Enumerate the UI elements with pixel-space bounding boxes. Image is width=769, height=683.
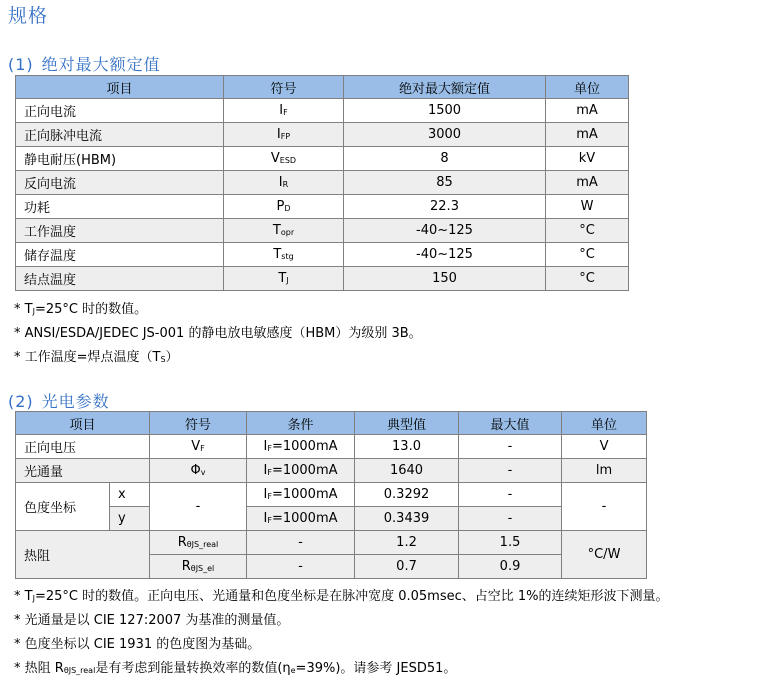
row-unit: lm xyxy=(562,459,647,483)
row-symbol: IF xyxy=(224,99,344,123)
row-symbol: RθJS_el xyxy=(150,555,247,579)
row-item: 正向电流 xyxy=(16,99,224,123)
row-value: -40~125 xyxy=(344,243,546,267)
row-max: 1.5 xyxy=(459,531,562,555)
row-typical: 1.2 xyxy=(355,531,459,555)
header-item: 项目 xyxy=(16,412,150,435)
row-condition: IF=1000mA xyxy=(247,483,355,507)
row-value: -40~125 xyxy=(344,219,546,243)
row-unit: mA xyxy=(546,171,629,195)
table-row xyxy=(16,243,629,267)
header-condition: 条件 xyxy=(247,412,355,435)
row-symbol: Topr xyxy=(224,219,344,243)
row-subitem-y: y xyxy=(110,507,150,531)
table-row xyxy=(16,267,629,291)
header-unit: 单位 xyxy=(546,76,629,99)
page-title: 规格 xyxy=(8,5,49,27)
table-row xyxy=(16,195,629,219)
row-item: 结点温度 xyxy=(16,267,224,291)
section-2-title-text: 光电参数 xyxy=(41,392,110,411)
section-1-note: * 工作温度=焊点温度（TS） xyxy=(14,350,179,365)
row-unit: mA xyxy=(546,123,629,147)
row-item: 静电耐压(HBM) xyxy=(16,147,224,171)
table-row xyxy=(16,435,647,459)
table-row xyxy=(16,531,647,555)
section-1-note: * ANSI/ESDA/JEDEC JS-001 的静电放电敏感度（HBM）为级别 3B。 xyxy=(14,326,422,341)
table-row xyxy=(16,483,647,507)
row-max: 0.9 xyxy=(459,555,562,579)
row-value: 150 xyxy=(344,267,546,291)
header-typical: 典型值 xyxy=(355,412,459,435)
row-condition: - xyxy=(247,555,355,579)
eo-header-row xyxy=(16,412,647,435)
section-2-number: (2) xyxy=(8,392,34,411)
abs-max-header-row xyxy=(16,76,629,99)
row-symbol: - xyxy=(150,483,247,531)
row-symbol: VF xyxy=(150,435,247,459)
row-max: - xyxy=(459,507,562,531)
header-abs-max: 绝对最大额定值 xyxy=(344,76,546,99)
row-item: 光通量 xyxy=(16,459,150,483)
section-1-title-text: 绝对最大额定值 xyxy=(41,55,161,74)
row-value: 3000 xyxy=(344,123,546,147)
row-symbol: RθJS_real xyxy=(150,531,247,555)
row-condition: IF=1000mA xyxy=(247,435,355,459)
row-symbol: PD xyxy=(224,195,344,219)
row-typical: 1640 xyxy=(355,459,459,483)
row-unit: °C xyxy=(546,243,629,267)
row-typical: 0.3439 xyxy=(355,507,459,531)
row-unit: kV xyxy=(546,147,629,171)
row-typical: 0.7 xyxy=(355,555,459,579)
section-1-title xyxy=(8,52,161,75)
row-item: 工作温度 xyxy=(16,219,224,243)
section-2-note: * 色度坐标以 CIE 1931 的色度图为基础。 xyxy=(14,637,261,652)
row-item: 正向电压 xyxy=(16,435,150,459)
header-symbol: 符号 xyxy=(150,412,247,435)
row-symbol: TJ xyxy=(224,267,344,291)
section-2-note: * TJ=25°C 时的数值。正向电压、光通量和色度坐标是在脉冲宽度 0.05msec、占空比 1%的连续矩形波下测量。 xyxy=(14,589,669,604)
row-symbol: Tstg xyxy=(224,243,344,267)
row-item: 色度坐标 xyxy=(16,483,110,531)
row-max: - xyxy=(459,483,562,507)
row-typical: 0.3292 xyxy=(355,483,459,507)
section-2-title xyxy=(8,389,110,412)
abs-max-table xyxy=(15,75,629,291)
row-value: 1500 xyxy=(344,99,546,123)
row-unit: - xyxy=(562,483,647,531)
row-condition: IF=1000mA xyxy=(247,459,355,483)
row-item: 热阻 xyxy=(16,531,150,579)
row-item: 功耗 xyxy=(16,195,224,219)
table-row xyxy=(16,171,629,195)
row-value: 8 xyxy=(344,147,546,171)
row-symbol: IFP xyxy=(224,123,344,147)
row-max: - xyxy=(459,459,562,483)
row-subitem-x: x xyxy=(110,483,150,507)
section-1-note: * TJ=25°C 时的数值。 xyxy=(14,302,148,317)
electro-optical-table xyxy=(15,411,647,579)
table-row xyxy=(16,219,629,243)
section-2-note: * 光通量是以 CIE 127:2007 为基准的测量值。 xyxy=(14,613,290,628)
header-unit: 单位 xyxy=(562,412,647,435)
row-symbol: IR xyxy=(224,171,344,195)
row-symbol: VESD xyxy=(224,147,344,171)
row-item: 反向电流 xyxy=(16,171,224,195)
table-row xyxy=(16,123,629,147)
row-condition: IF=1000mA xyxy=(247,507,355,531)
header-symbol: 符号 xyxy=(224,76,344,99)
section-2-note: * 热阻 RθJS_real是有考虑到能量转换效率的数值(ηe=39%)。请参考 JESD51。 xyxy=(14,661,457,676)
row-condition: - xyxy=(247,531,355,555)
table-row xyxy=(16,507,647,531)
table-row xyxy=(16,459,647,483)
row-unit: °C/W xyxy=(562,531,647,579)
section-1-number: (1) xyxy=(8,55,34,74)
row-unit: V xyxy=(562,435,647,459)
table-row xyxy=(16,99,629,123)
row-item: 储存温度 xyxy=(16,243,224,267)
row-unit: W xyxy=(546,195,629,219)
row-max: - xyxy=(459,435,562,459)
row-value: 85 xyxy=(344,171,546,195)
row-symbol: Φv xyxy=(150,459,247,483)
row-typical: 13.0 xyxy=(355,435,459,459)
row-item: 正向脉冲电流 xyxy=(16,123,224,147)
row-unit: °C xyxy=(546,267,629,291)
row-value: 22.3 xyxy=(344,195,546,219)
header-max: 最大值 xyxy=(459,412,562,435)
header-item: 项目 xyxy=(16,76,224,99)
row-unit: °C xyxy=(546,219,629,243)
row-unit: mA xyxy=(546,99,629,123)
table-row xyxy=(16,147,629,171)
